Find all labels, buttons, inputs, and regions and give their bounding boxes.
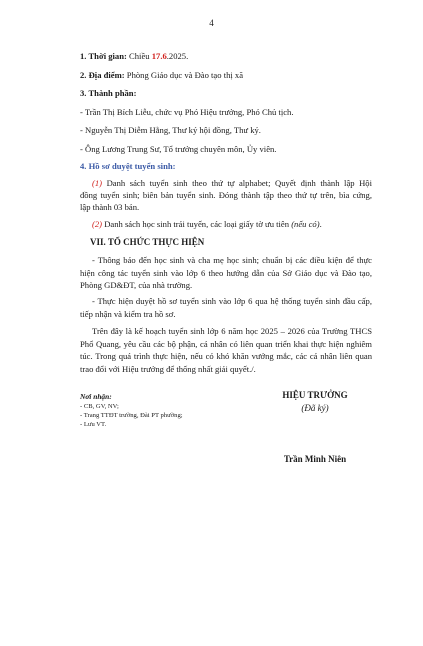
members-label: 3. Thành phần:	[80, 88, 137, 98]
time-line	[80, 50, 370, 62]
dossier-label: 4. Hồ sơ duyệt tuyển sinh:	[80, 161, 176, 171]
location-line	[80, 69, 370, 81]
section7-para2: - Thực hiện duyệt hồ sơ tuyển sinh vào lớp 6 qua hệ thống tuyển sinh đầu cấp, tiếp nhận và kiểm tra hồ sơ.	[80, 296, 372, 319]
member-item: - Nguyễn Thị Diễm Hằng, Thư ký hội đồng, Thư ký.	[80, 125, 261, 135]
member-item: - Trần Thị Bích Liễu, chức vụ Phó Hiệu trưởng, Phó Chủ tịch.	[80, 107, 294, 117]
signature-name: Trần Minh Niên	[283, 454, 347, 464]
location-value: Phòng Giáo dục và Đào tạo thị xã	[126, 70, 244, 80]
section7-title: VII. TỔ CHỨC THỰC HIỆN	[90, 237, 205, 247]
time-prefix: Chiều	[129, 51, 150, 61]
dossier-item1-num: (1)	[92, 178, 103, 188]
dossier-item2-num: (2)	[92, 219, 103, 229]
dossier-item2	[92, 218, 382, 230]
dossier-item2-note: (nếu có)	[291, 219, 320, 229]
dossier-item1-line2: đồng tuyển sinh; biên bản tuyển sinh. Đóng thành tập theo thứ tự trên, bìa cứng,	[80, 190, 372, 200]
recipients-title: Nơi nhận:	[80, 392, 112, 401]
recipient-item: - Lưu VT.	[80, 421, 107, 428]
time-date: 17.6	[151, 51, 167, 61]
dossier-item1-text: Danh sách tuyển sinh theo thứ tự alphabet; Quyết định thành lập Hội	[106, 178, 372, 188]
section7-para3: Trên đây là kế hoạch tuyển sinh lớp 6 năm học 2025 – 2026 của Trường THCS Phổ Quang, yêu cầu các bộ phận, cá nhân có liên quan triển khai thực hiện nghiêm túc. Trong quá trình thực hiện, nếu có khó khăn vướng mắc, các cá nhân liên quan trao đổi với Hiệu trưởng để thống nhất giải quyết./.	[80, 326, 372, 374]
dossier-item2-end: .	[319, 219, 322, 229]
location-label: 2. Địa điểm:	[80, 70, 125, 80]
member-item: - Ông Lương Trung Sư, Tổ trưởng chuyên môn, Ủy viên.	[80, 144, 277, 154]
signature-status: (Đã ký)	[301, 403, 329, 413]
recipient-item: - CB, GV, NV;	[80, 403, 119, 410]
page-number: 4	[209, 18, 214, 28]
signature-title: HIỆU TRƯỞNG	[282, 390, 348, 400]
time-label: 1. Thời gian:	[80, 51, 127, 61]
recipient-item: - Trang TTĐT trường, Đài PT phường;	[80, 412, 183, 419]
section7-para1: - Thông báo đến học sinh và cha mẹ học sinh; chuẩn bị các điều kiện để thực hiện công tác tuyển sinh vào lớp 6 theo hướng dẫn của Sở Giáo dục và Đào tạo, Phòng GD&ĐT, của nhà trường.	[80, 255, 372, 291]
dossier-item1-line1	[80, 177, 372, 189]
time-suffix: .2025.	[166, 51, 189, 61]
dossier-item2-text: Danh sách học sinh trái tuyến, các loại giấy tờ ưu tiên	[104, 219, 290, 229]
dossier-item1-line3: lập thành 03 bản.	[80, 202, 140, 212]
